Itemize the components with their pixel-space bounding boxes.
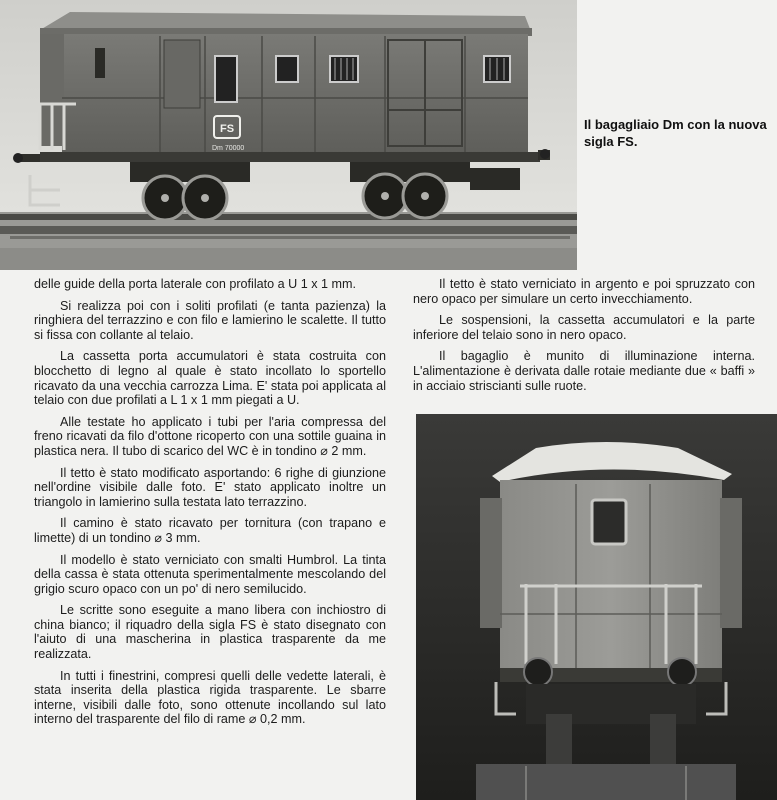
fs-logo-text: FS <box>219 123 235 135</box>
paragraph: Il camino è stato ricavato per tornitura (con trapano e limette) di un tondino ⌀ 3 mm. <box>34 516 386 545</box>
article-left-column <box>34 277 386 734</box>
paragraph: Alle testate ho applicato i tubi per l'aria compressa del freno ricavati da filo d'ottone ricoperto con una sottile guaina in plastica nera. Il tubo di scarico del WC è in tondino ⌀ 2 mm. <box>34 414 386 458</box>
paragraph: Le scritte sono eseguite a mano libera con inchiostro di china bianco; il riquadro della sigla FS è stato disegnato con l'aiuto di una mascherina in plastica trasparente da me realizzata. <box>34 603 386 662</box>
paragraph: Il modello è stato verniciato con smalti Humbrol. La tinta della cassa è stata ottenuta sperimentalmente mescolando del grigio scuro opaco con un po' di nero semilucido. <box>34 552 386 596</box>
paragraph: Si realizza poi con i soliti profilati (e tanta pazienza) la ringhiera del terrazzino e con filo e lamierino le scalette. Il tutto si fissa con collante al telaio. <box>34 298 386 342</box>
wagon-side-illustration <box>0 0 577 270</box>
photo-caption: Il bagagliaio Dm con la nuova sigla FS. <box>584 117 767 149</box>
paragraph: Il tetto è stato verniciato in argento e poi spruzzato con nero opaco per simulare un certo invecchiamento. <box>413 277 755 306</box>
wagon-number-label: Dm 70000 <box>212 145 245 152</box>
paragraph: In tutti i finestrini, compresi quelli delle vedette laterali, è stata inserita della plastica rigida trasparente. Le sbarre interne, visibili dalle foto, sono ottenute incollando sul lato interno del trasparente del filo di rame ⌀ 0,2 mm. <box>34 668 386 727</box>
wagon-end-illustration <box>416 414 777 800</box>
article-right-column <box>413 277 755 400</box>
paragraph: La cassetta porta accumulatori è stata costruita con blocchetto di legno al quale è stato incollato lo sportello ricavato da una vecchia carrozza Lima. E' stata poi applicata al telaio con due profilati a L 1 x 1 mm piegati a U. <box>34 349 386 408</box>
paragraph: delle guide della porta laterale con profilato a U 1 x 1 mm. <box>34 277 357 291</box>
wagon-side-photo <box>0 0 577 270</box>
wagon-end-photo <box>416 414 777 800</box>
paragraph: Il tetto è stato modificato asportando: 6 righe di giunzione nell'ordine visibile dalle foto. E' stato applicato inoltre un triangolo in lamierino sulla testata lato terrazzino. <box>34 465 386 509</box>
paragraph: Il bagaglio è munito di illuminazione interna. L'alimentazione è derivata dalle rotaie mediante due « baffi » in acciaio striscianti sulle ruote. <box>413 349 755 393</box>
paragraph: Le sospensioni, la cassetta accumulatori e la parte inferiore del telaio sono in nero opaco. <box>413 313 755 342</box>
